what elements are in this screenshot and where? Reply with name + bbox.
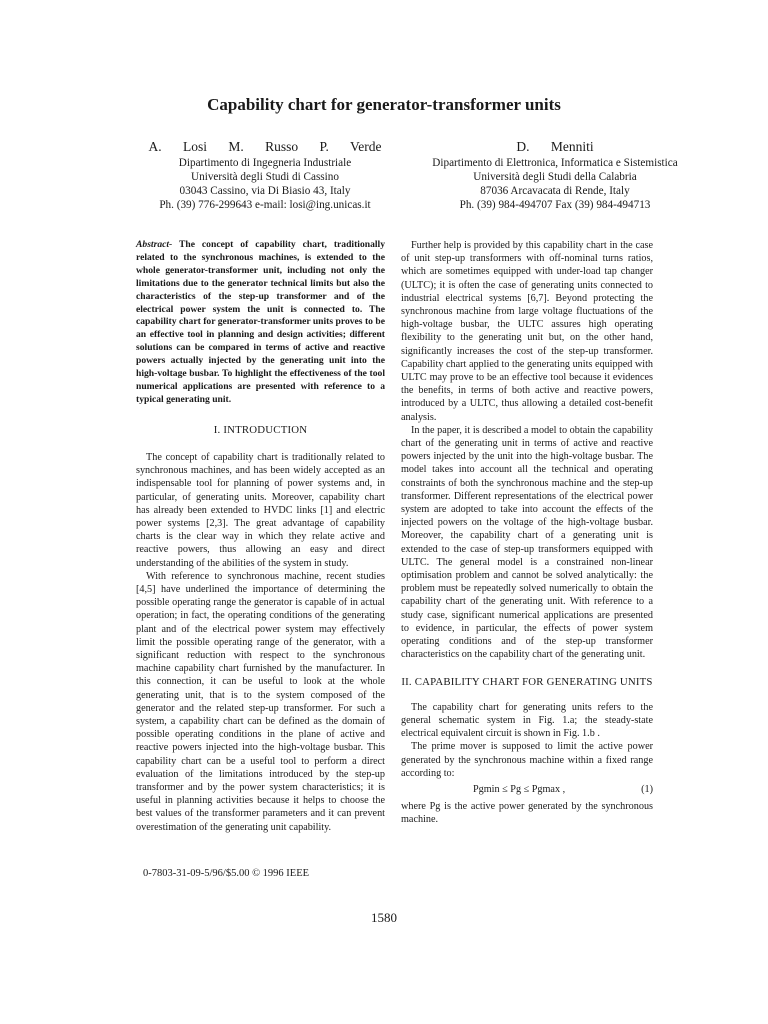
abstract [136, 239, 385, 407]
author-names-right: D. Menniti [516, 139, 594, 154]
paragraph: In the paper, it is described a model to obtain the capability chart of the generating unit in terms of active and reactive powers injected by the unit into the high-voltage busbar. The model takes into account all the technical and operating constraints of both the synchronous machine and the step-up transformer. Different representations of the electrical power system are adopted to take into account the effects of the injected powers on the voltage of the high-voltage busbar. Moreover, the capability chart of a generating unit is extended to the case of step-up transformers equipped with ULTC. The general model is a constrained non-linear optimisation problem and cannot be solved analytically: the problem must be repeatedly solved numerically to obtain the capability chart of the generating unit. With reference to a study case, significant numerical applications are presented to evidence, in particular, the effects of power system operating conditions and of the step-up transformer characteristics on the capability chart of the generating unit. [401, 424, 653, 661]
author-names-left: A. Losi M. Russo P. Verde [148, 139, 382, 154]
paragraph: The prime mover is supposed to limit the active power generated by the synchronous machine within a fixed range according to: [401, 741, 653, 779]
paper-title: Capability chart for generator-transformer units [207, 95, 561, 114]
affiliation-line: Dipartimento di Ingegneria Industriale [178, 157, 352, 169]
equation-number: (1) [641, 783, 653, 795]
author-block-left [140, 140, 390, 212]
section-heading-capability-chart: II. CAPABILITY CHART FOR GENERATING UNITS [401, 675, 653, 688]
equation-1 [401, 783, 653, 796]
right-column [401, 239, 653, 827]
paragraph: The concept of capability chart is traditionally related to synchronous machines, and has been widely accepted as an indispensable tool for planning of power systems and, in particular, of generating units. Moreover, capability chart has already been extended to HVDC links [1] and electric power systems [2,3]. The great advantage of capability charts is the clear way in which they relate active and reactive powers, thus allowing an easy and direct understanding of the abilities of the system in study. [136, 451, 385, 569]
abstract-label: Abstract- [136, 239, 173, 250]
affiliation-line: 03043 Cassino, via Di Biasio 43, Italy [179, 185, 351, 197]
paragraph: With reference to synchronous machine, recent studies [4,5] have underlined the importance of determining the possible operating range the generator is capable of in actual operation; in fact, the operating conditions of the generating plant and of the electrical power system may effectively limit the possible operating range of the generator, with a significant reduction with respect to the synchronous machine capability chart furnished by the manufacturer. In this connection, it can be useful to look at the whole generating unit, that is to the system composed of the generator and the related step-up transformer. For such a system, a capability chart can be defined as the domain of possible operating conditions in the plane of active and reactive powers injected into the high-voltage busbar. This capability chart can be a useful tool to perform a direct evaluation of the limitations introduced by the step-up transformer and by the power system characteristics; it is useful in planning activities because it helps to choose the best values of the transformer parameters and it can prevent overestimation of the generating unit capability. [136, 570, 385, 833]
affiliation-line: Ph. (39) 984-494707 Fax (39) 984-494713 [459, 199, 651, 211]
paragraph: Further help is provided by this capability chart in the case of unit step-up transformers with off-nominal turns ratios, which are sometimes equipped with under-load tap changer (ULTC); it is often the case of generating units connected to industrial electrical systems [6,7]. Beyond protecting the synchronous machine from large voltage fluctuations of the high-voltage busbar, the ULTC assures high operating flexibility to the generating unit but, on the other hand, significantly increases the cost of the step-up transformer. Capability chart applied to the generating units equipped with ULTC may prove to be an effective tool because it evidences the benefits, in terms of both active and reactive powers, introduced by a ULTC, thus allowing a detailed cost-benefit analysis. [401, 240, 653, 423]
copyright-notice: 0-7803-31-09-5/96/$5.00 © 1996 IEEE [143, 868, 310, 879]
section-heading-introduction: I. INTRODUCTION [213, 423, 308, 436]
affiliation-line: Ph. (39) 776-299643 e-mail: losi@ing.unicas.it [159, 199, 371, 211]
equation-body: Pgmin ≤ Pg ≤ Pgmax , [473, 783, 566, 795]
affiliation-line: Università degli Studi di Cassino [191, 171, 339, 183]
abstract-text: The concept of capability chart, traditionally related to the synchronous machines, is extended to the whole generator-transformer unit, including not only the limitations due to the generator technical limits but also the characteristics of the step-up transformer and of the electrical power system the unit is connected to. The capability chart for generator-transformer units proves to be an effective tool in planning and design activities; different solutions can be compared in terms of active and reactive powers actually injected by the generating unit into the high-voltage busbar. To highlight the effectiveness of the tool numerical applications are presented with reference to a typical generating unit. [136, 239, 385, 405]
left-column [136, 239, 385, 834]
paragraph: where Pg is the active power generated by the synchronous machine. [401, 801, 653, 826]
affiliation-line: 87036 Arcavacata di Rende, Italy [480, 185, 630, 197]
page-number: 1580 [371, 910, 397, 925]
affiliation-line: Università degli Studi della Calabria [473, 171, 637, 183]
affiliation-line: Dipartimento di Elettronica, Informatica e Sistemistica [432, 157, 678, 169]
paragraph: The capability chart for generating units refers to the general schematic system in Fig. 1.a; the steady-state electrical equivalent circuit is shown in Fig. 1.b . [401, 701, 653, 740]
author-block-right [405, 140, 705, 212]
